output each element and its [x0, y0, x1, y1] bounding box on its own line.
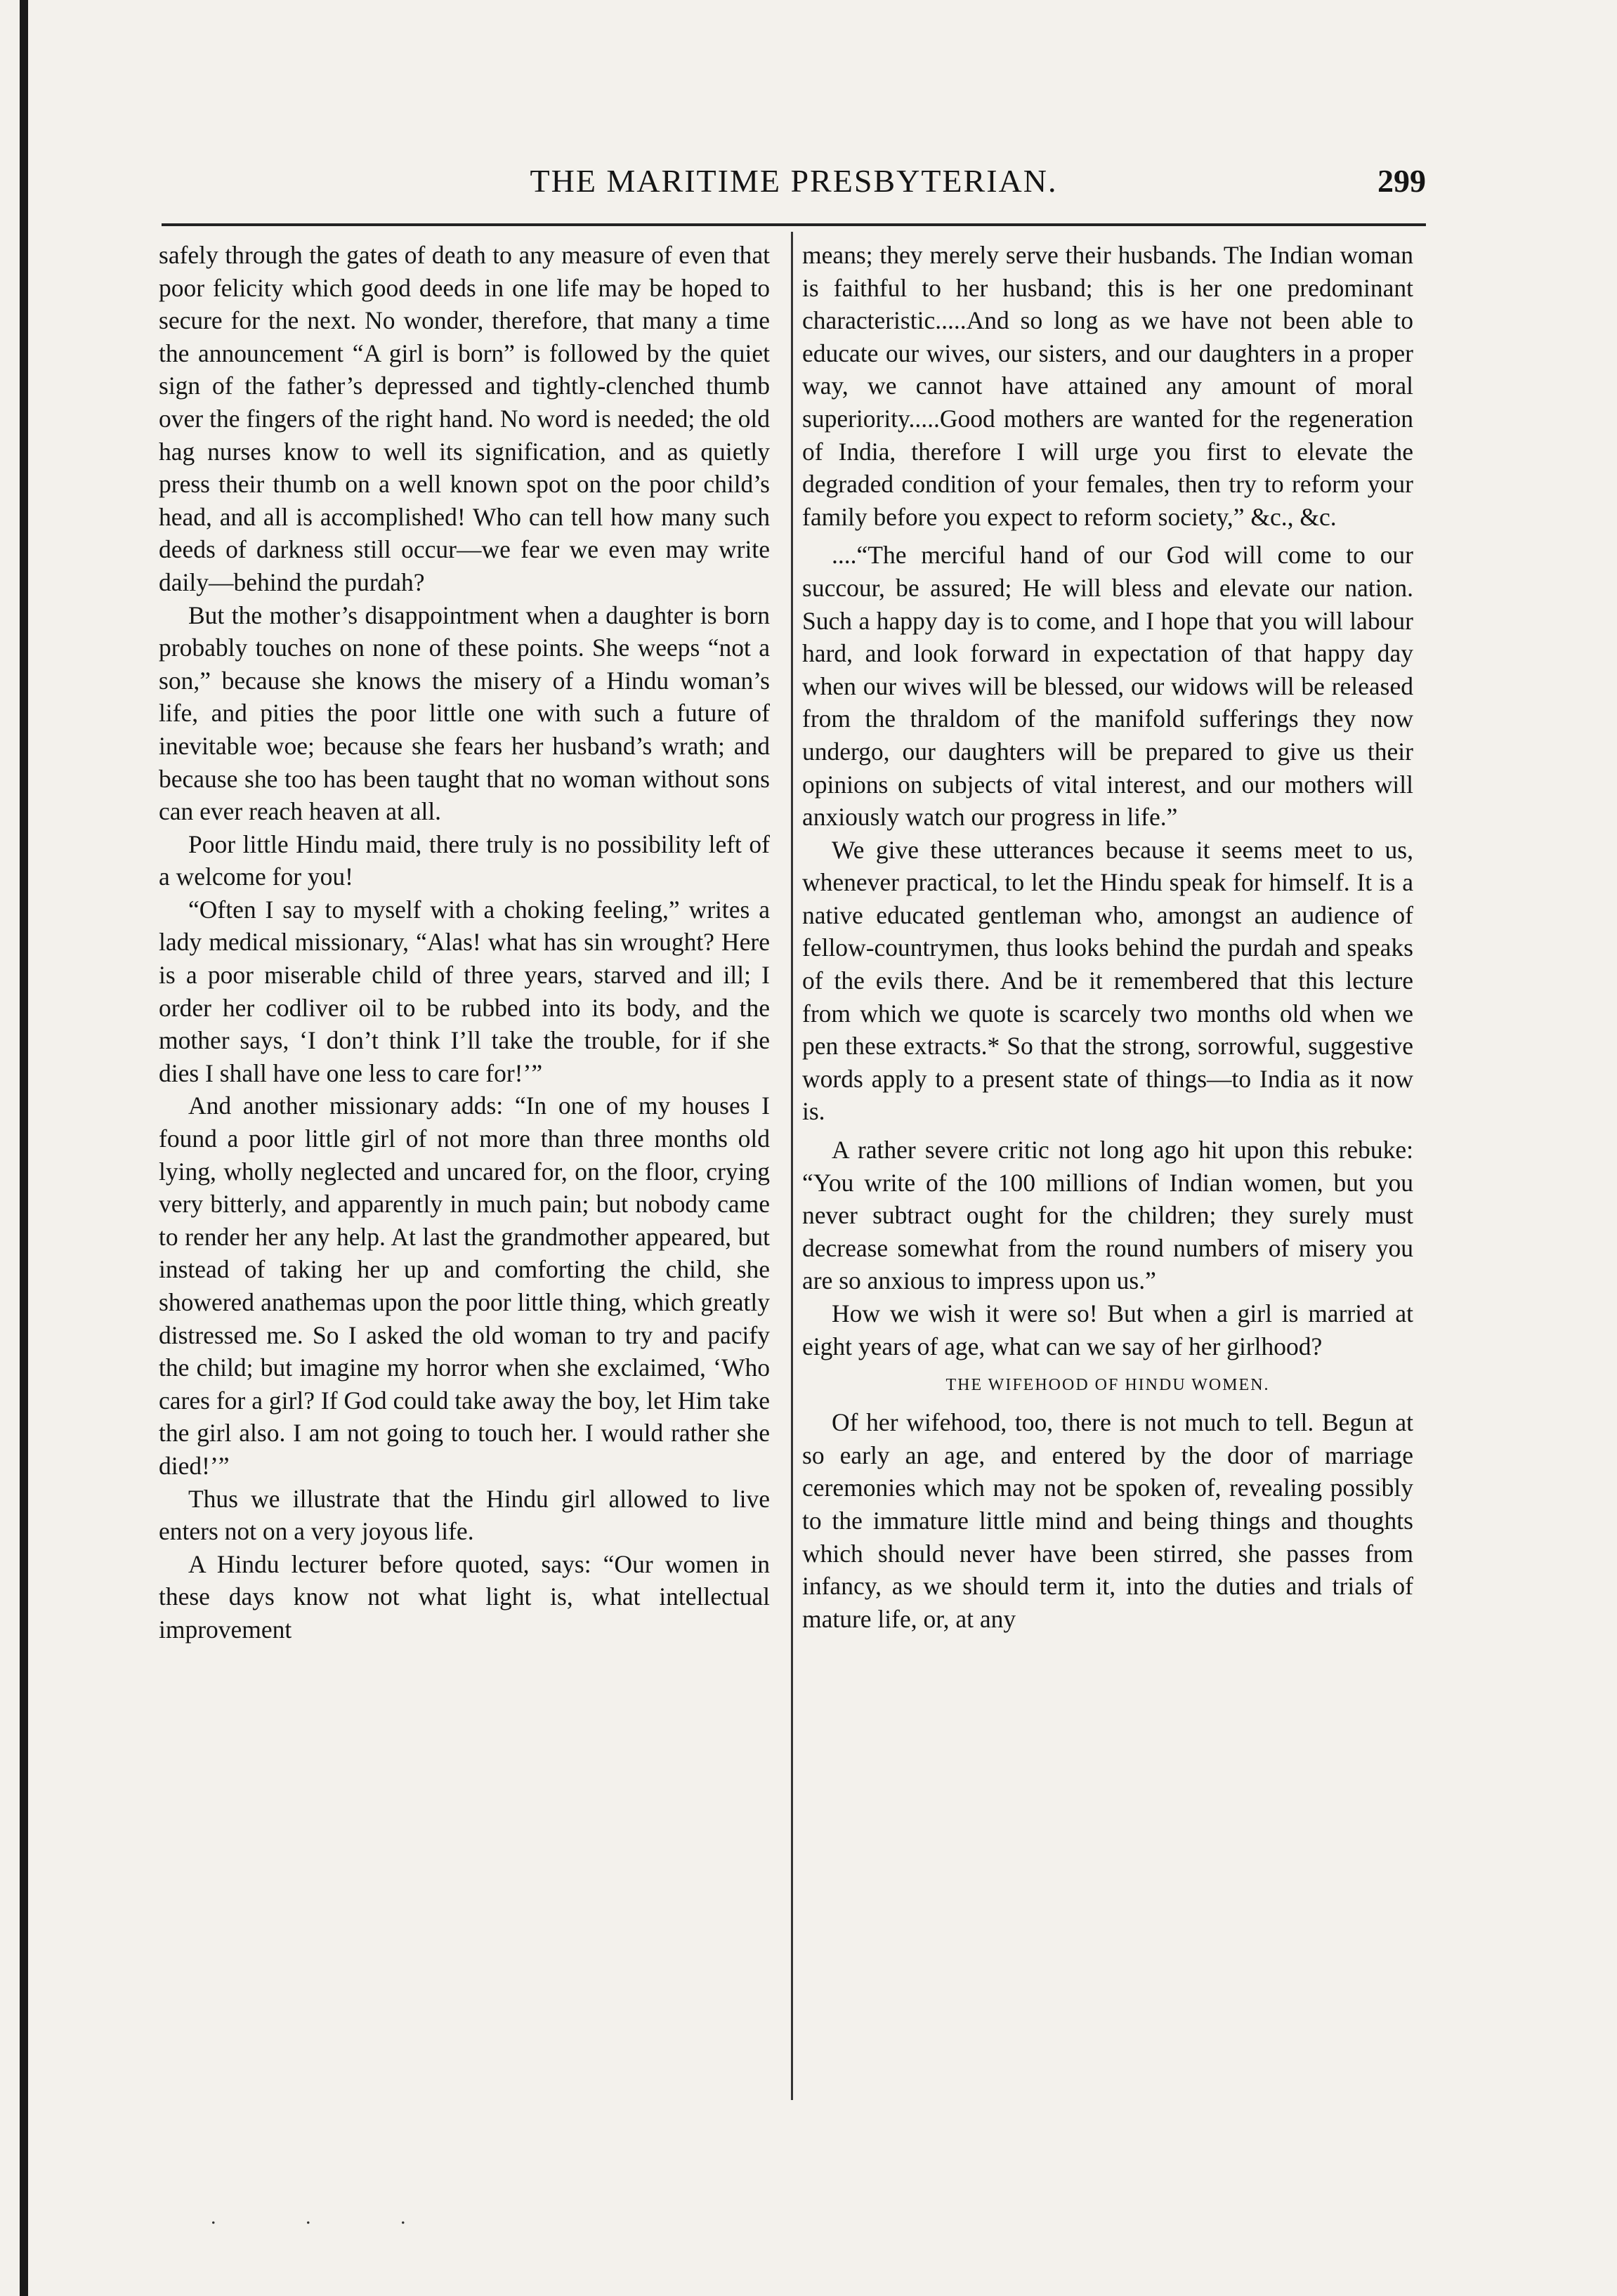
section-heading: THE WIFEHOOD OF HINDU WOMEN.: [945, 1376, 1270, 1395]
paragraph: means; they merely serve their husbands. The Indian woman is faithful to her husband; this is her one predominant characteristic.....And so long as we have not been able to educate our wives, our sisters, and our daughters in a proper way, we cannot have attained any amount of moral superiority.....Good mothers are wanted for the regeneration of India, therefore I will urge you first to elevate the degraded condition of your females, then try to reform your family before you expect to reform society,” &c., &c.: [802, 241, 1413, 531]
right-column: [802, 239, 1413, 1635]
running-title: THE MARITIME PRESBYTERIAN.: [530, 163, 1058, 199]
paragraph: ....“The merciful hand of our God will come to our succour, be assured; He will bless and elevate our nation. Such a happy day is to come, and I hope that you will labour hard, and look forward in expectation of that happy day when our wives will be blessed, our widows will be released from the thraldom of the manifold sufferings they now undergo, our daughters will be prepared to give us their opinions on subjects of vital interest, and our mothers will anxiously watch our progress in life.”: [802, 541, 1413, 832]
print-specks: . . .: [211, 2205, 448, 2229]
paragraph: “Often I say to myself with a choking feeling,” writes a lady medical missionary, “Alas! what has sin wrought? Here is a poor miserable child of three years, starved and ill; I order her codliver oil to be rubbed into its body, and the mother says, ‘I don’t think I’ll take the trouble, for if she dies I shall have one less to care for!’”: [159, 895, 770, 1087]
paragraph: But the mother’s disappointment when a daughter is born probably touches on none of these points. She weeps “not a son,” because she knows the misery of a Hindu woman’s life, and pities the poor little one with such a future of inevitable woe; because she fears her husband’s wrath; and because she too has been taught that no woman without sons can ever reach heaven at all.: [159, 601, 770, 826]
header-rule: [162, 223, 1426, 226]
page-number: 299: [1377, 163, 1426, 199]
left-column: [159, 239, 770, 1646]
paragraph: How we wish it were so! But when a girl is married at eight years of age, what can we say of her girlhood?: [802, 1299, 1413, 1360]
paragraph: Poor little Hindu maid, there truly is no possibility left of a welcome for you!: [159, 829, 770, 891]
page-header: [162, 160, 1426, 209]
paragraph: A rather severe critic not long ago hit upon this rebuke: “You write of the 100 millions of Indian women, but you never subtract ought for the children; they surely must decrease somewhat from the round numbers of misery you are so anxious to impress upon us.”: [802, 1136, 1413, 1295]
paragraph: A Hindu lecturer before quoted, says: “Our women in these days know not what light is, what intellectual improvement: [159, 1549, 770, 1644]
page-binding-edge: [20, 0, 28, 2296]
paragraph: Of her wifehood, too, there is not much to tell. Begun at so early an age, and entered by the door of marriage ceremonies which may not be spoken of, revealing possibly to the immature little mind and being things and thoughts which should never have been stirred, she passes from infancy, as we should term it, into the duties and trials of mature life, or, at any: [802, 1408, 1413, 1633]
paragraph: And another missionary adds: “In one of my houses I found a poor little girl of not more than three months old lying, wholly neglected and uncared for, on the floor, crying very bitterly, and apparently in much pain; but nobody came to render her any help. At last the grandmother appeared, but instead of taking her up and comforting the child, she showered anathemas upon the poor little thing, which greatly distressed me. So I asked the old woman to try and pacify the child; but imagine my horror when she exclaimed, ‘Who cares for a girl? If God could take away the boy, let Him take the girl also. I am not going to touch her. I would rather she died!’”: [159, 1091, 770, 1480]
paragraph: Thus we illustrate that the Hindu girl allowed to live enters not on a very joyous life.: [159, 1484, 770, 1546]
column-divider: [791, 232, 793, 2100]
paragraph: We give these utterances because it seems meet to us, whenever practical, to let the Hindu speak for himself. It is a native educated gentleman who, amongst an audience of fellow-countrymen, thus looks behind the purdah and speaks of the evils there. And be it remembered that this lecture from which we quote is scarcely two months old when we pen these extracts.* So that the strong, sorrowful, suggestive words apply to a present state of things—to India as it now is.: [802, 835, 1413, 1126]
paragraph: safely through the gates of death to any measure of even that poor felicity which good deeds in one life may be hoped to secure for the next. No wonder, therefore, that many a time the announcement “A girl is born” is followed by the quiet sign of the father’s depressed and tightly-clenched thumb over the fingers of the right hand. No word is needed; the old hag nurses know to well its signification, and as quietly press their thumb on a well known spot on the poor child’s head, and all is accomplished! Who can tell how many such deeds of darkness still occur—we fear we even may write daily—behind the purdah?: [159, 241, 770, 596]
